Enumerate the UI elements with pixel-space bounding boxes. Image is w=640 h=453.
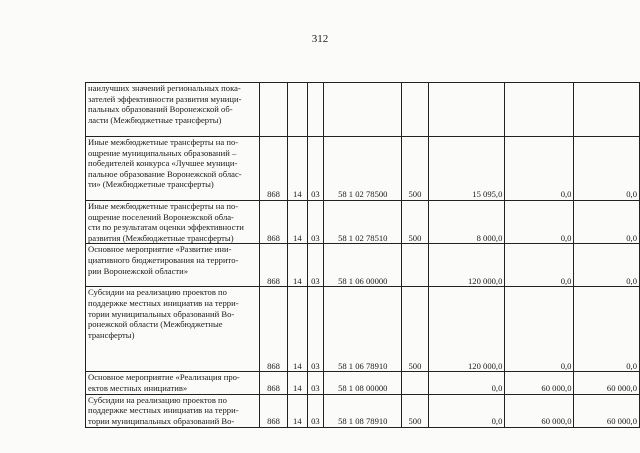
subsection-code: 03 — [307, 287, 324, 372]
amount-year-3: 60 000,0 — [574, 372, 640, 394]
table-row — [86, 83, 640, 137]
expense-type-code — [402, 372, 428, 394]
row-description: Иные межбюджетные трансферты на по- ощрение поселений Воронежской обла- сти по результатам оценки эффективности развития (Межбюджетные трансферты) — [86, 201, 260, 244]
subsection-code: 03 — [307, 137, 324, 201]
amount-year-2: 0,0 — [505, 287, 574, 372]
section-code: 14 — [288, 372, 307, 394]
row-description: наилучших значений региональных пока- зателей эффективности развития муници- пальных образований Воронежской об- ласти (Межбюджетные трансферты) — [86, 83, 260, 137]
ministry-code: 868 — [259, 372, 287, 394]
row-description: Основное мероприятие «Реализация про- ектов местных инициатив» — [86, 372, 260, 394]
table-body — [86, 83, 640, 428]
amount-year-1: 0,0 — [428, 394, 505, 427]
expense-type-code: 500 — [402, 201, 428, 244]
table-row — [86, 137, 640, 201]
expense-type-code: 500 — [402, 137, 428, 201]
target-article-code: 58 1 02 78510 — [324, 201, 402, 244]
section-code: 14 — [288, 244, 307, 287]
ministry-code — [259, 83, 287, 137]
expense-type-code: 500 — [402, 394, 428, 427]
amount-year-1: 0,0 — [428, 372, 505, 394]
subsection-code: 03 — [307, 394, 324, 427]
table-row — [86, 287, 640, 372]
section-code — [288, 83, 307, 137]
amount-year-3: 60 000,0 — [574, 394, 640, 427]
ministry-code: 868 — [259, 201, 287, 244]
subsection-code: 03 — [307, 372, 324, 394]
target-article-code: 58 1 08 78910 — [324, 394, 402, 427]
amount-year-1: 8 000,0 — [428, 201, 505, 244]
table-row — [86, 244, 640, 287]
section-code: 14 — [288, 287, 307, 372]
section-code: 14 — [288, 394, 307, 427]
amount-year-2: 0,0 — [505, 244, 574, 287]
amount-year-3: 0,0 — [574, 137, 640, 201]
subsection-code: 03 — [307, 244, 324, 287]
amount-year-2: 60 000,0 — [505, 394, 574, 427]
row-description: Иные межбюджетные трансферты на по- ощрение муниципальных образований – победителей конкурса «Лучшее муници- пальное образование Воронежской облас- ти» (Межбюджетные трансферты) — [86, 137, 260, 201]
ministry-code: 868 — [259, 137, 287, 201]
amount-year-1: 15 095,0 — [428, 137, 505, 201]
row-description: Субсидии на реализацию проектов по поддержке местных инициатив на терри- тории муниципальных образований Во- ронежской области (Межбюджетные трансферты) — [86, 287, 260, 372]
table-row — [86, 372, 640, 394]
amount-year-3: 0,0 — [574, 287, 640, 372]
amount-year-2: 0,0 — [505, 137, 574, 201]
target-article-code: 58 1 06 00000 — [324, 244, 402, 287]
amount-year-2 — [505, 83, 574, 137]
section-code: 14 — [288, 201, 307, 244]
amount-year-2: 0,0 — [505, 201, 574, 244]
expense-type-code — [402, 244, 428, 287]
section-code: 14 — [288, 137, 307, 201]
row-description: Основное мероприятие «Развитие ини- циативного бюджетирования на террито- рии Воронежской области» — [86, 244, 260, 287]
row-description: Субсидии на реализацию проектов по поддержке местных инициатив на терри- тории муниципальных образований Во- — [86, 394, 260, 427]
subsection-code — [307, 83, 324, 137]
target-article-code: 58 1 02 78500 — [324, 137, 402, 201]
table-row — [86, 394, 640, 427]
subsection-code: 03 — [307, 201, 324, 244]
ministry-code: 868 — [259, 244, 287, 287]
ministry-code: 868 — [259, 394, 287, 427]
amount-year-1: 120 000,0 — [428, 244, 505, 287]
target-article-code: 58 1 08 00000 — [324, 372, 402, 394]
amount-year-3 — [574, 83, 640, 137]
ministry-code: 868 — [259, 287, 287, 372]
amount-year-1 — [428, 83, 505, 137]
amount-year-3: 0,0 — [574, 201, 640, 244]
budget-table — [85, 82, 640, 428]
amount-year-3: 0,0 — [574, 244, 640, 287]
expense-type-code — [402, 83, 428, 137]
target-article-code — [324, 83, 402, 137]
page-number: 312 — [311, 33, 329, 45]
amount-year-2: 60 000,0 — [505, 372, 574, 394]
expense-type-code: 500 — [402, 287, 428, 372]
table-row — [86, 201, 640, 244]
target-article-code: 58 1 06 78910 — [324, 287, 402, 372]
amount-year-1: 120 000,0 — [428, 287, 505, 372]
